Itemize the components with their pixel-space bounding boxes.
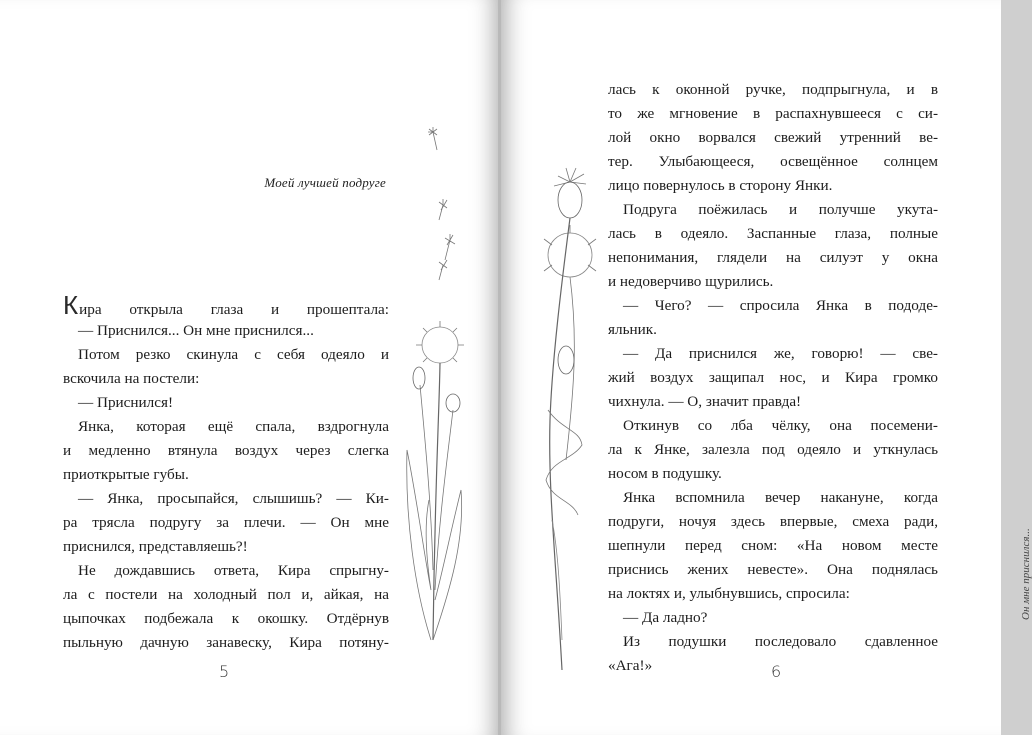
seed-icon xyxy=(445,234,455,260)
left-page xyxy=(0,0,499,735)
paragraph-line: вскочила на постели: xyxy=(63,370,200,387)
paragraph-line: «Ага!» xyxy=(608,657,653,674)
seed-icon xyxy=(439,199,447,220)
paragraph-line: приснился, представляешь?! xyxy=(63,538,248,555)
paragraph-line: то же мгновение в распахнувшееся с си- xyxy=(608,105,938,122)
seed-icon xyxy=(439,260,447,280)
paragraph-line: — Да ладно? xyxy=(623,609,708,626)
left-page-text xyxy=(63,290,389,655)
illustration-caption: Он мне приснился... xyxy=(1020,528,1032,620)
paragraph-line: лой окно ворвался свежий утренний ве- xyxy=(608,129,938,146)
paragraph-line: Янка вспомнила вечер накануне, когда xyxy=(623,489,938,506)
seed-icon xyxy=(428,127,437,150)
paragraph-line: пыльную дачную занавеску, Кира потяну- xyxy=(63,634,389,651)
paragraph-line: непонимания, глядели на силуэт у окна xyxy=(608,249,938,266)
right-page-text xyxy=(608,78,938,678)
paragraph-line: ла к Янке, залезла под одеяло и уткнулась xyxy=(608,441,938,458)
paragraph-line: ра трясла подругу за плечи. — Он мне xyxy=(63,514,389,531)
paragraph-line: ла с постели на холодный пол и, айкая, на xyxy=(63,586,389,603)
dandelion-illustration-right xyxy=(522,160,612,680)
paragraph-line: Откинув со лба чёлку, она посемени- xyxy=(623,417,938,434)
drop-cap: К xyxy=(63,290,79,320)
paragraph-line: и медленно втянула воздух через слегка xyxy=(63,442,389,459)
page-number: 5 xyxy=(219,662,230,681)
dandelion-illustration-left xyxy=(395,120,495,650)
paragraph-line: Не дождавшись ответа, Кира спрыгну- xyxy=(78,562,389,579)
paragraph-line: — Да приснился же, говорю! — све- xyxy=(623,345,938,362)
paragraph-line: — Чего? — спросила Янка в пододе- xyxy=(623,297,938,314)
paragraph-line: — Янка, просыпайся, слышишь? — Ки- xyxy=(78,490,389,507)
paragraph-line: на локтях и, улыбнувшись, спросила: xyxy=(608,585,850,602)
page-number: 6 xyxy=(771,662,782,681)
paragraph-line: цыпочках подбежала к окошку. Отдёрнув xyxy=(63,610,389,627)
paragraph-line: носом в подушку. xyxy=(608,465,722,482)
paragraph-line: подруги, ночуя здесь впервые, смеха ради, xyxy=(608,513,938,530)
paragraph-line: приснись жених невесте». Она поднялась xyxy=(608,561,938,578)
paragraph-line: чихнула. — О, значит правда! xyxy=(608,393,802,410)
paragraph-line: Потом резко скинула с себя одеяло и xyxy=(78,346,389,363)
paragraph-line: лась к оконной ручке, подпрыгнула, и в xyxy=(608,81,938,98)
paragraph-line: Подруга поёжилась и получше укута- xyxy=(623,201,938,218)
paragraph-line: Кира открыла глаза и прошептала: xyxy=(63,290,389,320)
paragraph-line: тер. Улыбающееся, освещённое солнцем xyxy=(608,153,938,170)
paragraph-line: Янка, которая ещё спала, вздрогнула xyxy=(78,418,389,435)
paragraph-line: лицо повернулось в сторону Янки. xyxy=(608,177,833,194)
paragraph-line: лась в одеяло. Заспанные глаза, полные xyxy=(608,225,938,242)
paragraph-line: Из подушки последовало сдавленное xyxy=(623,633,938,650)
paragraph-line: и недоверчиво щурились. xyxy=(608,273,774,290)
paragraph-line: яльник. xyxy=(608,321,657,338)
paragraph-line: приоткрытые губы. xyxy=(63,466,189,483)
dedication: Моей лучшей подруге xyxy=(264,175,386,190)
paragraph-line: жий воздух защипал нос, и Кира громко xyxy=(608,369,938,386)
paragraph-line: — Приснился... Он мне приснился... xyxy=(78,322,314,339)
paragraph-line: — Приснился! xyxy=(78,394,174,411)
paragraph-line: шепнули перед сном: «На новом месте xyxy=(608,537,938,554)
